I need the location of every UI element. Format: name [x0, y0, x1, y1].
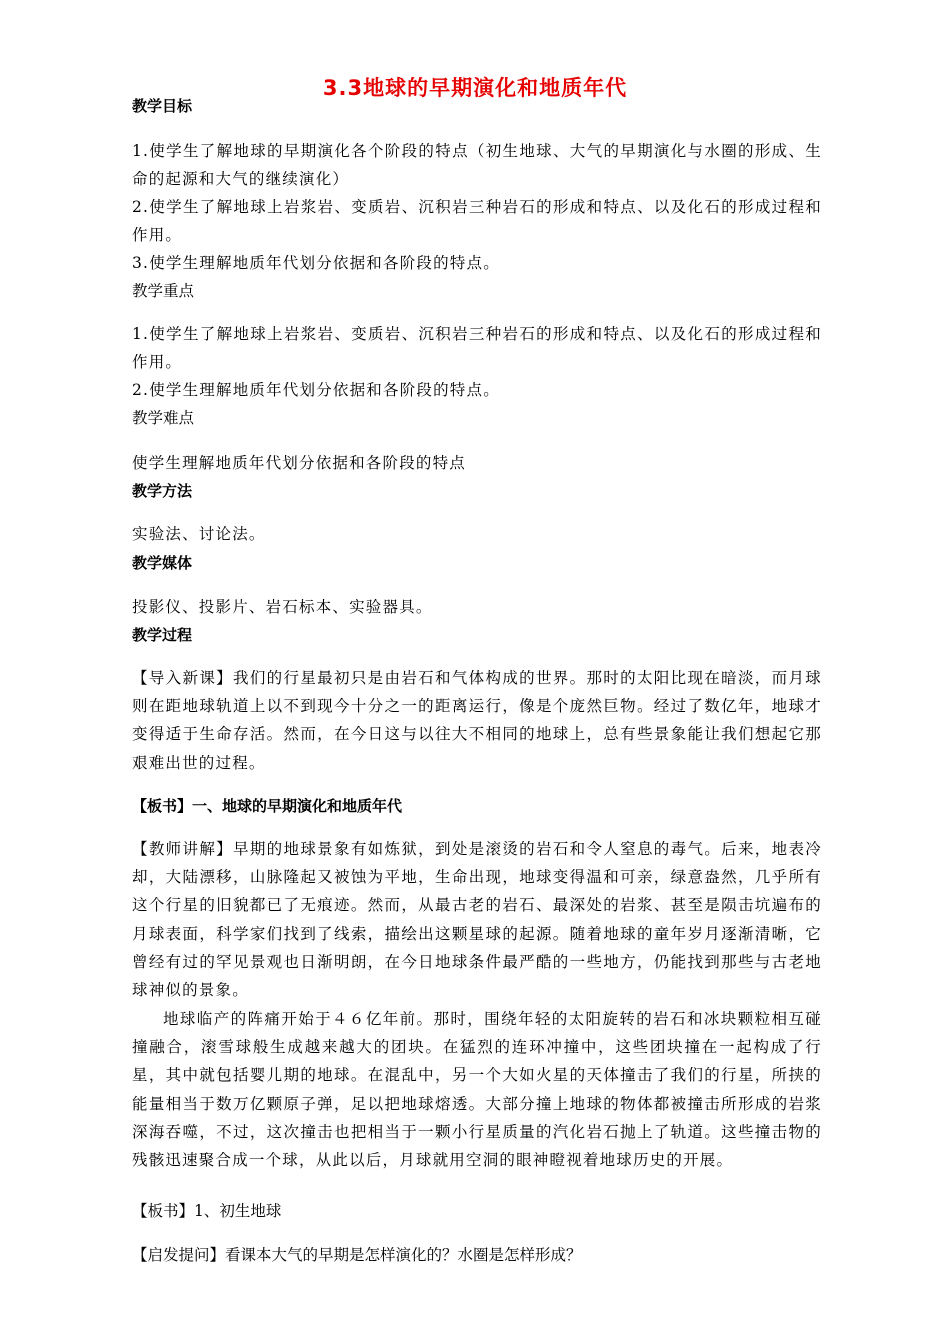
question-tag: 【启发提问】	[132, 1246, 226, 1264]
goal-item-2: 2.使学生了解地球上岩浆岩、变质岩、沉积岩三种岩石的形成和特点、以及化石的形成过程和作用。	[132, 198, 822, 245]
page-title: 3.3地球的早期演化和地质年代	[322, 76, 628, 100]
key-point-item-2: 2.使学生理解地质年代划分依据和各阶段的特点。	[132, 381, 500, 399]
board-note-1	[132, 792, 822, 820]
intro-tag: 【导入新课】	[132, 669, 233, 687]
section-heading-difficulty: 教学难点	[132, 409, 195, 427]
question-paragraph	[132, 1241, 822, 1269]
goal-item-3: 3.使学生理解地质年代划分依据和各阶段的特点。	[132, 254, 500, 272]
section-heading-method: 教学方法	[132, 482, 193, 500]
method-item: 实验法、讨论法。	[132, 525, 266, 543]
key-point-item-1: 1.使学生了解地球上岩浆岩、变质岩、沉积岩三种岩石的形成和特点、以及化石的形成过程和作用。	[132, 325, 822, 372]
question-text: 看课本大气的早期是怎样演化的？水圈是怎样形成？	[225, 1246, 582, 1264]
section-heading-goals: 教学目标	[132, 97, 193, 115]
intro-paragraph	[132, 664, 822, 777]
goal-item-1: 1.使学生了解地球的早期演化各个阶段的特点（初生地球、大气的早期演化与水圈的形成、生命的起源和大气的继续演化）	[132, 142, 822, 189]
board-note-2	[132, 1197, 822, 1225]
media-item: 投影仪、投影片、岩石标本、实验器具。	[132, 598, 433, 616]
difficulty-item: 使学生理解地质年代划分依据和各阶段的特点	[132, 454, 467, 472]
lecture-paragraph-2: 地球临产的阵痛开始于４６亿年前。那时，围绕年轻的太阳旋转的岩石和冰块颗粒相互碰撞融合，滚雪球般生成越来越大的团块。在猛烈的连环冲撞中，这些团块撞在一起构成了行星，其中就包括婴儿期的地球。在混乱中，另一个大如火星的天体撞击了我们的行星，所挟的能量相当于数万亿颗原子弹，足以把地球熔透。大部分撞上地球的物体都被撞击所形成的岩浆深海吞噬，不过，这次撞击也把相当于一颗小行星质量的汽化岩石抛上了轨道。这些撞击物的残骸迅速聚合成一个球，从此以后，月球就用空洞的眼神瞪视着地球历史的开展。	[132, 1010, 822, 1170]
section-heading-process: 教学过程	[132, 626, 193, 644]
lecture-paragraph-1	[132, 835, 822, 1004]
intro-text: 我们的行星最初只是由岩石和气体构成的世界。那时的太阳比现在暗淡，而月球则在距地球轨道上以不到现今十分之一的距离运行，像是个庞然巨物。经过了数亿年，地球才变得适于生命存活。然而，在今日这与以往大不相同的地球上，总有些景象能让我们想起它那艰难出世的过程。	[132, 669, 822, 772]
section-heading-key-points: 教学重点	[132, 282, 195, 300]
section-heading-media: 教学媒体	[132, 554, 193, 572]
lecture-text: 早期的地球景象有如炼狱，到处是滚烫的岩石和令人窒息的毒气。后来，地表冷却，大陆漂移，山脉隆起又被蚀为平地，生命出现，地球变得温和可亲，绿意盎然，几乎所有这个行星的旧貌都已了无痕迹。然而，从最古老的岩石、最深处的岩浆、甚至是陨击坑遍布的月球表面，科学家们找到了线索，描绘出这颗星球的起源。随着地球的童年岁月逐渐清晰，它曾经有过的罕见景观也日渐明朗，在今日地球条件最严酷的一些地方，仍能找到那些与古老地球神似的景象。	[132, 840, 822, 1000]
board-tag-2: 【板书】	[132, 1202, 195, 1220]
lecture-tag: 【教师讲解】	[132, 840, 233, 858]
board-text-2: 1、初生地球	[194, 1202, 282, 1220]
board-text-1: 一、地球的早期演化和地质年代	[192, 797, 403, 815]
board-tag-1: 【板书】	[132, 797, 193, 815]
